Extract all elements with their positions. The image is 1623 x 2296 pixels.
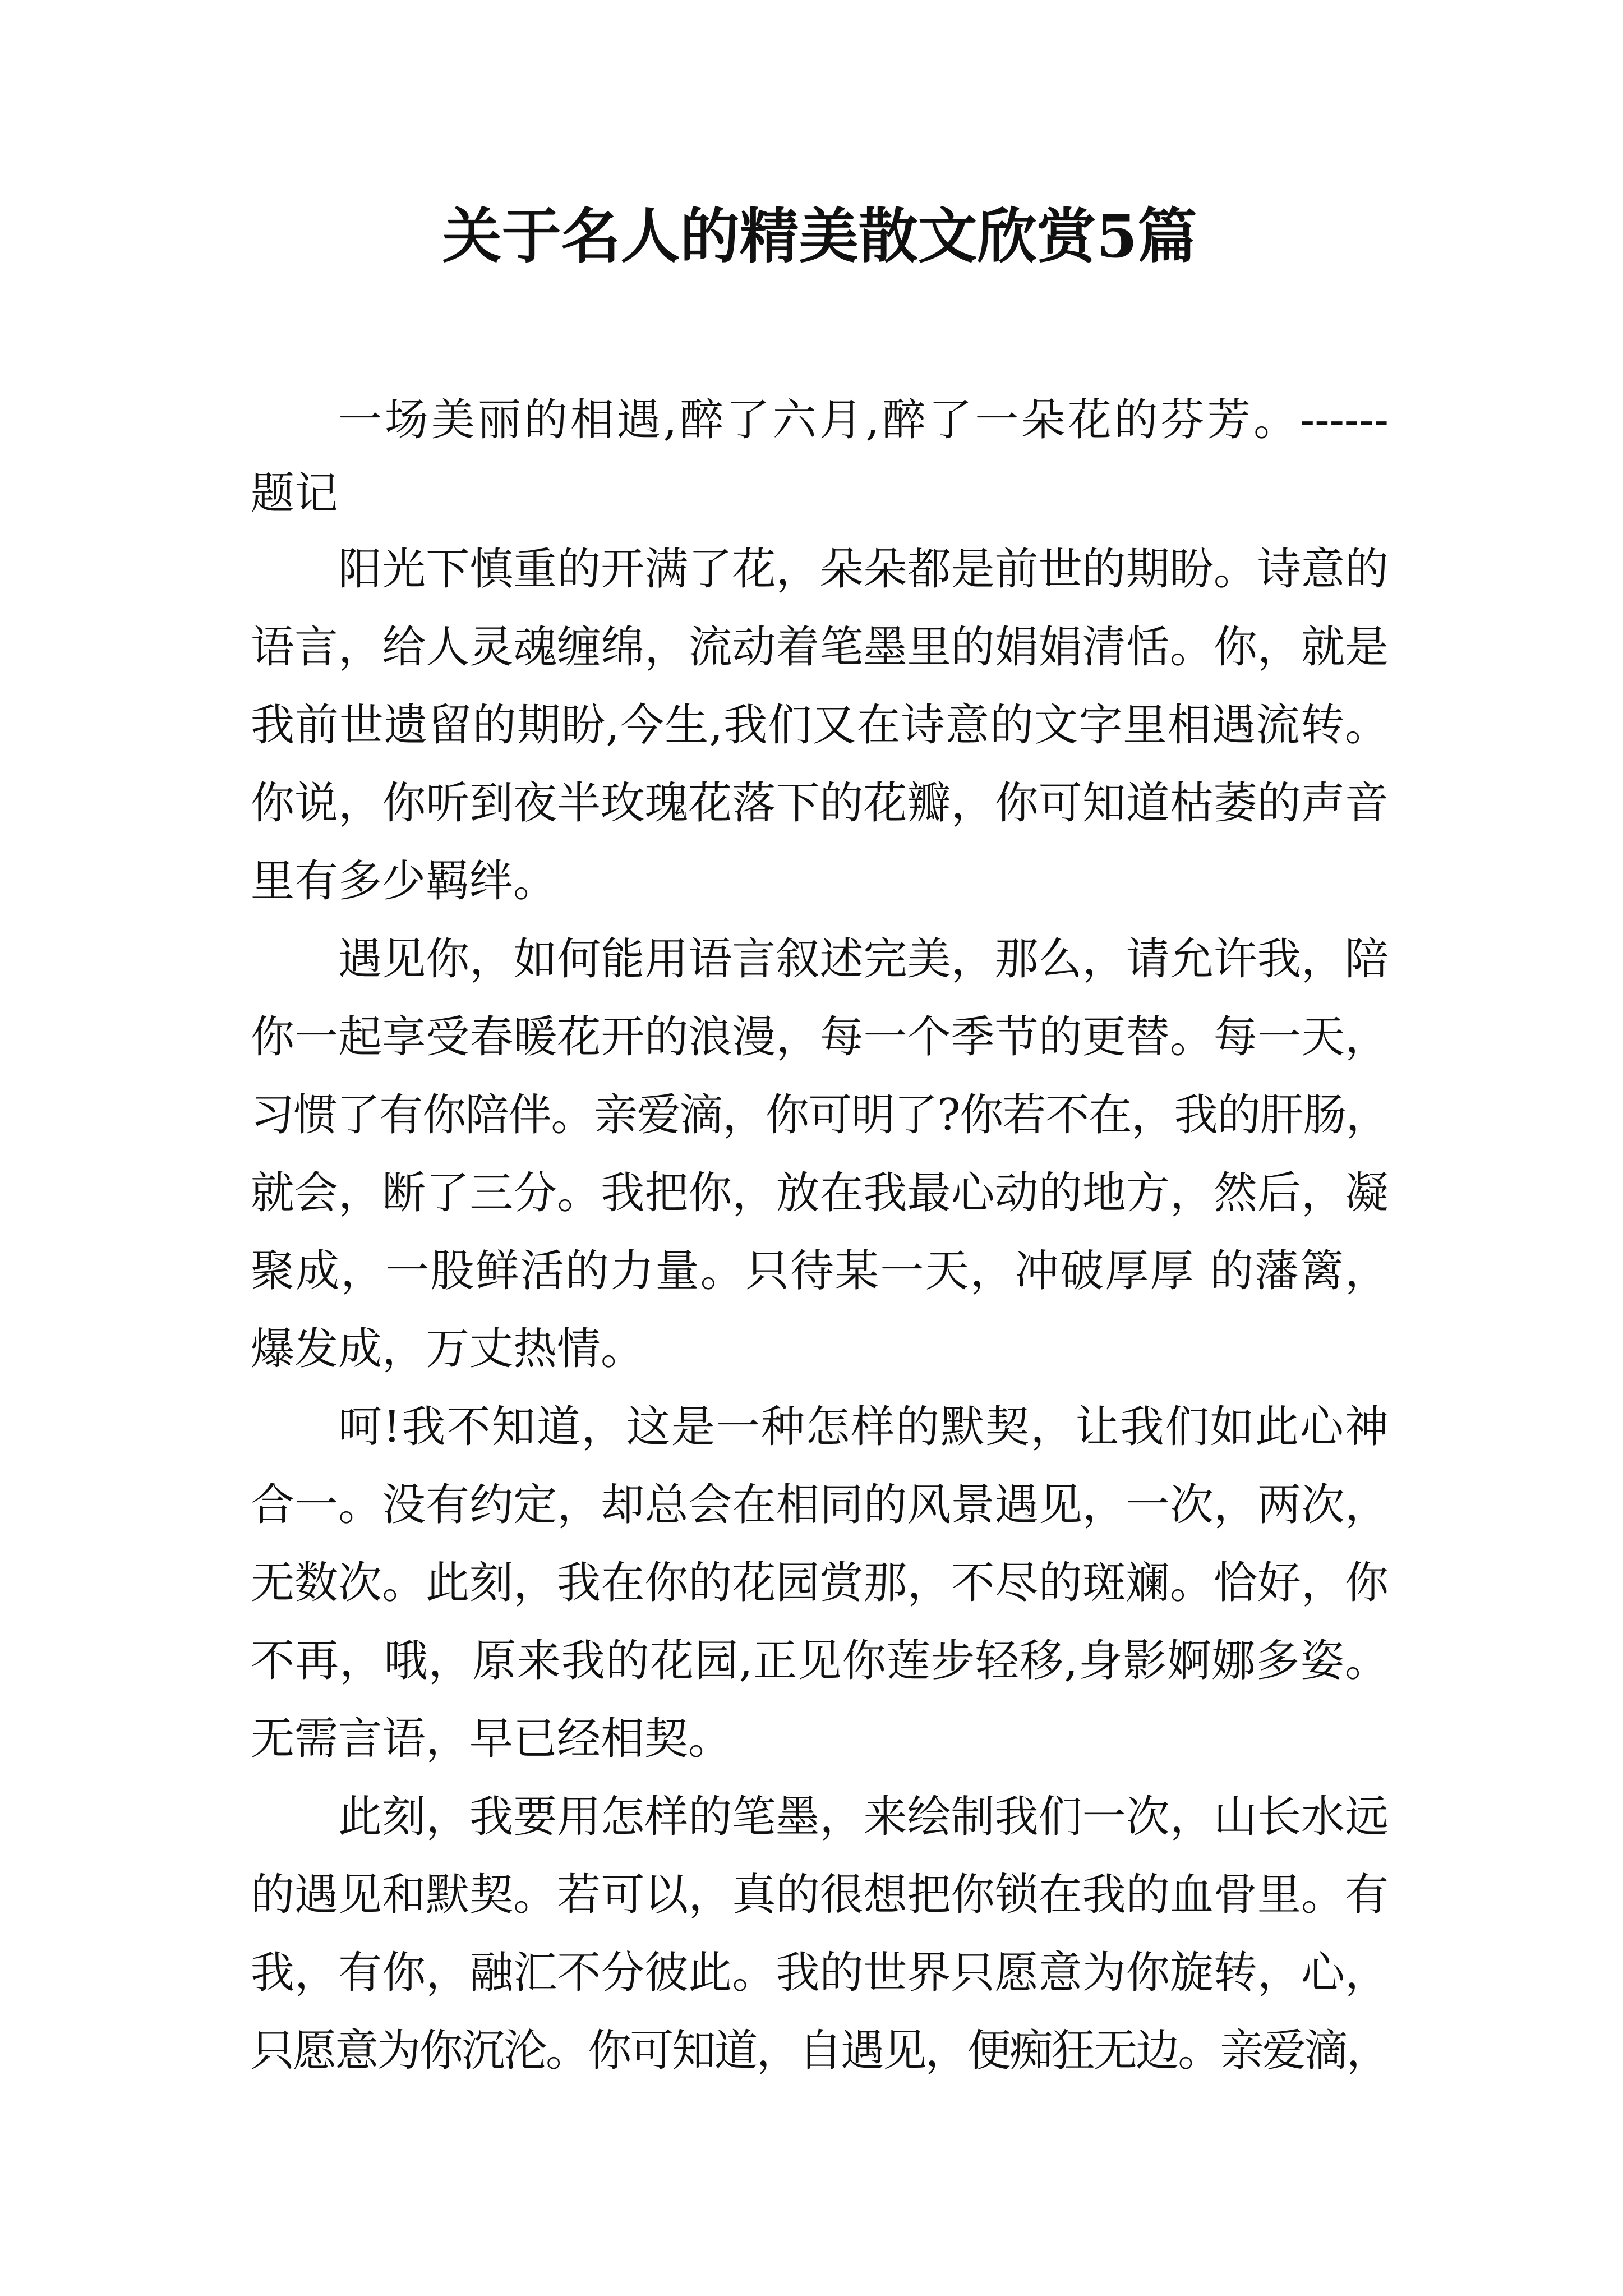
paragraph-line: 无需言语，早已经相契。 (251, 1714, 732, 1764)
paragraph-line: 我，有你，融汇不分彼此。我的世界只愿意为你旋转，心， (251, 1948, 1389, 1998)
paragraph-4 (251, 1388, 1389, 1778)
paragraph-line: 呵!我不知道，这是一种怎样的默契，让我们如此心神 (338, 1402, 1389, 1452)
paragraph-line: 你说，你听到夜半玫瑰花落下的花瓣，你可知道枯萎的声音 (251, 778, 1389, 829)
paragraph-line: 此刻，我要用怎样的笔墨，来绘制我们一次，山长水远 (338, 1792, 1389, 1842)
paragraph-line: 题记 (251, 468, 339, 519)
paragraph-line: 阳光下慎重的开满了花，朵朵都是前世的期盼。诗意的 (338, 544, 1389, 595)
paragraph-line: 合一。没有约定，却总会在相同的风景遇见，一次，两次， (251, 1480, 1389, 1530)
paragraph-3 (251, 921, 1389, 1388)
paragraph-line: 无数次。此刻，我在你的花园赏那，不尽的斑斓。恰好，你 (251, 1558, 1389, 1608)
paragraph-line: 里有多少羁绊。 (251, 856, 557, 907)
paragraph-line: 习惯了有你陪伴。亲爱滴，你可明了?你若不在，我的肝肠， (251, 1090, 1389, 1140)
paragraph-line: 聚成，一股鲜活的力量。只待某一天，冲破厚厚 的藩篱， (251, 1246, 1389, 1296)
document-title: 关于名人的精美散文欣赏5篇 (442, 201, 1197, 271)
paragraph-line: 我前世遗留的期盼,今生,我们又在诗意的文字里相遇流转。 (251, 700, 1389, 751)
paragraph-line: 语言，给人灵魂缠绵，流动着笔墨里的娟娟清恬。你，就是 (251, 622, 1389, 673)
paragraph-line: 遇见你，如何能用语言叙述完美，那么，请允许我，陪 (338, 934, 1389, 984)
paragraph-line: 只愿意为你沉沦。你可知道，自遇见，便痴狂无边。亲爱滴， (251, 2026, 1389, 2076)
paragraph-line: 你一起享受春暖花开的浪漫，每一个季节的更替。每一天， (251, 1012, 1389, 1062)
paragraph-1 (251, 384, 1389, 531)
paragraph-line: 一场美丽的相遇,醉了六月,醉了一朵花的芬芳。------ (338, 395, 1389, 445)
paragraph-5 (251, 1778, 1389, 2090)
paragraph-line: 爆发成，万丈热情。 (251, 1324, 645, 1374)
paragraph-line: 的遇见和默契。若可以，真的很想把你锁在我的血骨里。有 (251, 1870, 1389, 1920)
document-body (251, 384, 1389, 2090)
paragraph-line: 不再，哦，原来我的花园,正见你莲步轻移,身影婀娜多姿。 (251, 1636, 1389, 1686)
paragraph-line: 就会，断了三分。我把你，放在我最心动的地方，然后，凝 (251, 1168, 1389, 1218)
paragraph-2 (251, 531, 1389, 921)
